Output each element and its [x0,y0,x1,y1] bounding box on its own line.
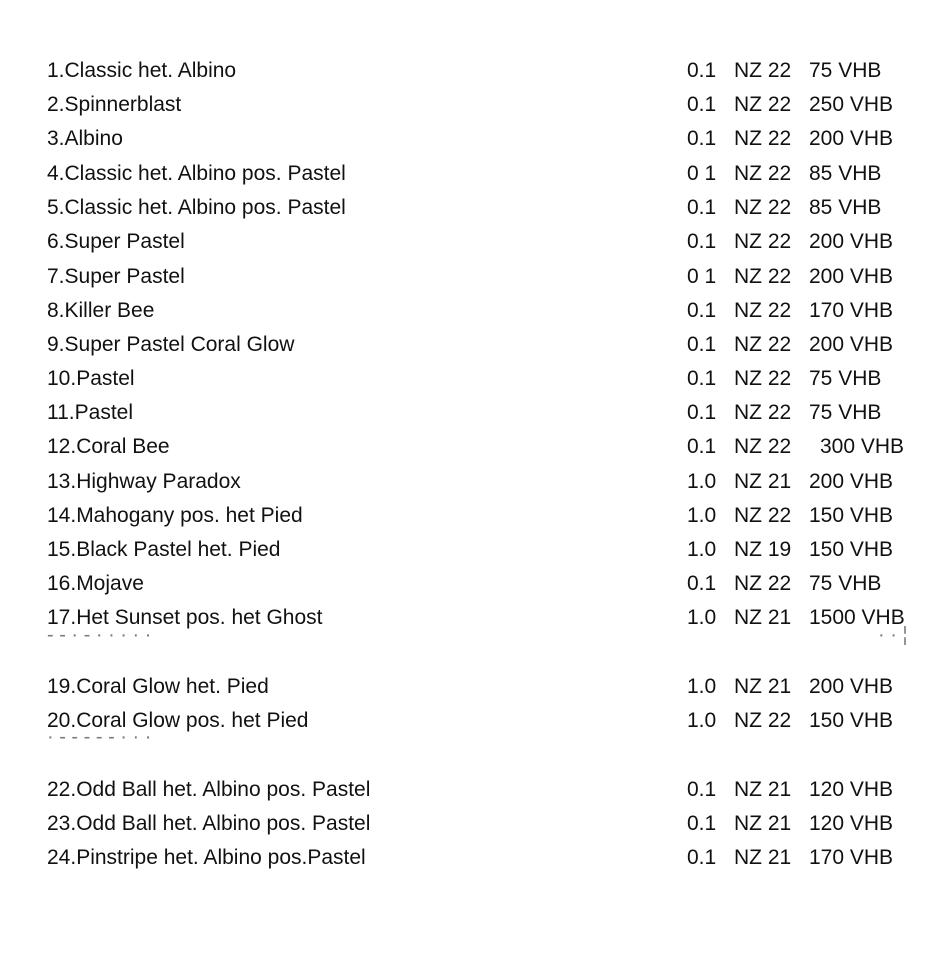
item-name: 13.Highway Paradox [47,470,241,493]
item-year: NZ 22 [734,93,792,116]
cut-off-row [0,726,925,756]
item-sex: 0.1 [687,196,717,219]
item-name: 17.Het Sunset pos. het Ghost [47,606,323,629]
item-name: 5.Classic het. Albino pos. Pastel [47,196,346,219]
list-item [0,362,925,396]
item-price: 200 VHB [809,230,894,253]
item-price: 200 VHB [809,265,894,288]
item-name: 23.Odd Ball het. Albino pos. Pastel [47,812,371,835]
list-item [0,430,925,464]
item-price: 150 VHB [809,504,894,527]
item-price: 85 VHB [809,196,882,219]
item-price: 75 VHB [809,401,882,424]
cut-off-fragment: · - - - - - · · · [47,726,152,748]
item-year: NZ 19 [734,538,792,561]
item-name: 22.Odd Ball het. Albino pos. Pastel [47,778,371,801]
item-price: 200 VHB [809,470,894,493]
item-name: 16.Mojave [47,572,144,595]
item-year: NZ 22 [734,299,792,322]
item-name: 10.Pastel [47,367,135,390]
item-name: 19.Coral Glow het. Pied [47,675,269,698]
item-year: NZ 22 [734,709,792,732]
item-year: NZ 22 [734,59,792,82]
cut-off-fragment: · · ¦ [878,624,908,646]
list-item [0,465,925,499]
item-sex: 0.1 [687,333,717,356]
item-name: 2.Spinnerblast [47,93,182,116]
list-item [0,225,925,259]
item-name: 24.Pinstripe het. Albino pos.Pastel [47,846,366,869]
item-sex: 0.1 [687,778,717,801]
list-item [0,294,925,328]
item-sex: 0 1 [687,162,717,185]
item-year: NZ 22 [734,265,792,288]
item-name: 8.Killer Bee [47,299,155,322]
list-item [0,260,925,294]
item-year: NZ 22 [734,333,792,356]
item-name: 15.Black Pastel het. Pied [47,538,281,561]
item-price: 200 VHB [809,675,894,698]
item-price: 120 VHB [809,812,894,835]
item-sex: 0.1 [687,846,717,869]
item-price: 150 VHB [809,709,894,732]
item-price: 170 VHB [809,846,894,869]
item-sex: 1.0 [687,675,717,698]
item-year: NZ 22 [734,401,792,424]
item-name: 4.Classic het. Albino pos. Pastel [47,162,346,185]
item-name: 14.Mahogany pos. het Pied [47,504,303,527]
item-year: NZ 22 [734,127,792,150]
item-year: NZ 21 [734,778,792,801]
item-year: NZ 22 [734,367,792,390]
item-price: 300 VHB [820,435,905,458]
list-item [0,396,925,430]
item-sex: 1.0 [687,470,717,493]
item-price: 170 VHB [809,299,894,322]
item-name: 12.Coral Bee [47,435,170,458]
list-item [0,157,925,191]
item-year: NZ 22 [734,196,792,219]
list-item [0,88,925,122]
item-sex: 1.0 [687,606,717,629]
cut-off-fragment: - - · - · · · · · [47,624,152,646]
item-sex: 0.1 [687,435,717,458]
item-sex: 0.1 [687,572,717,595]
item-sex: 0.1 [687,127,717,150]
item-sex: 0 1 [687,265,717,288]
item-sex: 0.1 [687,59,717,82]
item-year: NZ 21 [734,675,792,698]
item-price: 120 VHB [809,778,894,801]
item-year: NZ 22 [734,162,792,185]
cut-off-row [0,624,925,654]
item-name: 6.Super Pastel [47,230,185,253]
list-item [0,567,925,601]
item-year: NZ 21 [734,470,792,493]
item-name: 1.Classic het. Albino [47,59,237,82]
item-sex: 0.1 [687,230,717,253]
item-name: 20.Coral Glow pos. het Pied [47,709,309,732]
item-price: 75 VHB [809,59,882,82]
item-year: NZ 22 [734,572,792,595]
list-item [0,807,925,841]
item-year: NZ 22 [734,435,792,458]
item-name: 9.Super Pastel Coral Glow [47,333,295,356]
list-item [0,122,925,156]
item-price: 75 VHB [809,572,882,595]
item-year: NZ 21 [734,846,792,869]
list-item [0,328,925,362]
item-sex: 0.1 [687,367,717,390]
item-sex: 1.0 [687,504,717,527]
item-sex: 1.0 [687,538,717,561]
item-year: NZ 22 [734,230,792,253]
list-item [0,54,925,88]
item-year: NZ 21 [734,606,792,629]
item-price: 250 VHB [809,93,894,116]
item-price: 200 VHB [809,333,894,356]
item-name: 11.Pastel [47,401,133,424]
item-sex: 0.1 [687,401,717,424]
list-item [0,670,925,704]
item-sex: 1.0 [687,709,717,732]
item-sex: 0.1 [687,299,717,322]
item-price: 1500 VHB [809,606,905,629]
item-sex: 0.1 [687,93,717,116]
item-year: NZ 21 [734,812,792,835]
list-item [0,533,925,567]
item-price: 85 VHB [809,162,882,185]
item-price: 200 VHB [809,127,894,150]
item-name: 3.Albino [47,127,123,150]
item-price: 150 VHB [809,538,894,561]
item-name: 7.Super Pastel [47,265,185,288]
list-item [0,773,925,807]
item-price: 75 VHB [809,367,882,390]
list-item [0,841,925,875]
item-sex: 0.1 [687,812,717,835]
item-year: NZ 22 [734,504,792,527]
list-item [0,499,925,533]
list-item [0,191,925,225]
